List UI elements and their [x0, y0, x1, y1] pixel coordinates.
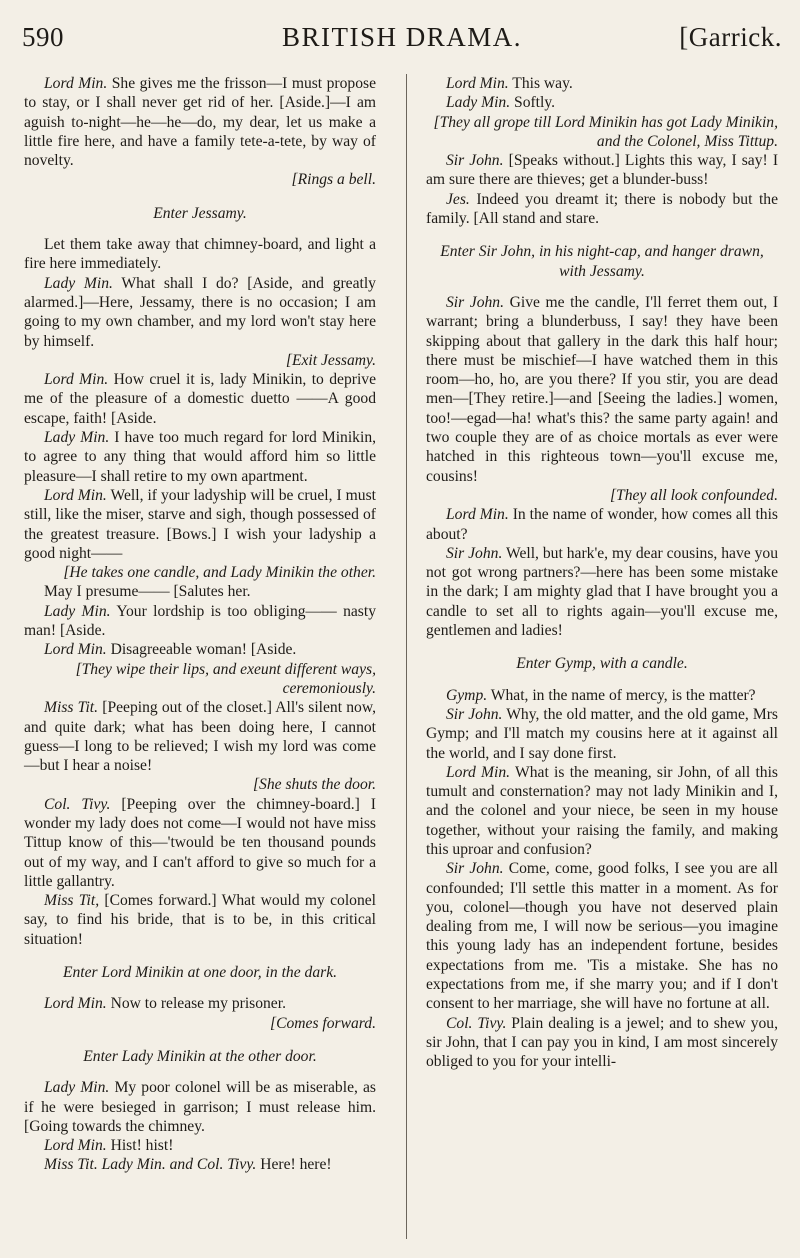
speaker-name: Gymp.: [446, 686, 488, 704]
dialogue-paragraph: [426, 190, 778, 229]
speech-text: She gives me the frisson—I must propose to stay, or I shall never get rid of her. [Aside.]—I am aguish to-night—he—he—do, my dear, let us make a little fire here, and have a family tete-a-tete, by way of novelty.: [24, 75, 376, 170]
page-number: 590: [22, 22, 64, 52]
dialogue-paragraph: [24, 370, 376, 428]
speech-text: Come, come, good folks, I see you are all confounded; I'll settle this matter in a moment. As for you, colonel—though you have not deserved plain dealing from me, I will now be serious—you imagine this young lady has an independent fortune, besides expectations from me. 'Tis a mistake. She has no expectations from me, if she marry you; and if I don't consent to her marriage, she will have no fortune at all.: [426, 860, 778, 1013]
speaker-name: Sir John.: [446, 705, 503, 723]
speaker-name: Lord Min.: [44, 486, 107, 504]
speech-text: Now to release my prisoner.: [110, 995, 286, 1013]
speech-text: Plain dealing is a jewel; and to shew you, sir John, that I can pay you in kind, I am most sincerely obliged to you for your intelli-: [426, 1014, 778, 1071]
speech-text: My poor colonel will be as miserable, as if he were besieged in garrison; I must release him. [Going towards the chimney.: [24, 1079, 377, 1135]
stage-direction: [They all grope till Lord Minikin has got Lady Minikin, and the Colonel, Miss Tittup.: [433, 113, 778, 150]
speaker-name: Col. Tivy.: [44, 795, 111, 813]
speaker-name: Lady Min.: [44, 429, 110, 447]
speaker-name: Lord Min.: [44, 371, 109, 389]
stage-direction: [Comes forward.: [270, 1014, 376, 1032]
speech-text: What shall I do? [Aside, and greatly alarmed.]—Here, Jessamy, there is no occasion; I am going to my own chamber, and my lord won't stay here by himself.: [24, 274, 376, 350]
speech-text: I have too much regard for lord Minikin, to agree to any thing that would afford him so little pleasure—I shall retire to my own apartment.: [24, 429, 377, 485]
speech-text: Well, but hark'e, my dear cousins, have you not got wrong partners?—here has been some mistake in the dark; I am mighty glad that I have brought you a candle to set all to rights again—you'll excuse me, gentlemen and ladies!: [426, 544, 778, 640]
speech-text: Here! here!: [260, 1156, 332, 1174]
speech-text: [Peeping out of the closet.] All's silent now, and quite dark; what has been doing here, I cannot guess—I long to be relieved; I wish my lord was come—but I hear a noise!: [24, 699, 376, 775]
speaker-name: Sir John.: [446, 860, 504, 878]
dialogue-paragraph: [426, 544, 778, 640]
speaker-name: Lord Min.: [446, 75, 509, 92]
running-title: BRITISH DRAMA.: [281, 22, 523, 52]
speaker-name: Lord Min.: [446, 506, 509, 524]
speaker-name: Lord Min.: [44, 1137, 107, 1155]
dialogue-paragraph: [426, 686, 778, 705]
dialogue-paragraph: [426, 705, 778, 763]
dialogue-paragraph: [24, 428, 376, 486]
left-text-column: [24, 74, 376, 1175]
dialogue-paragraph: [24, 795, 376, 891]
speech-text: Indeed you dreamt it; there is nobody but the family. [All stand and stare.: [426, 190, 778, 228]
dialogue-paragraph: [426, 93, 778, 112]
dialogue-paragraph: [24, 994, 376, 1013]
dialogue-paragraph: [24, 74, 376, 170]
speech-text: What is the meaning, sir John, of all this tumult and consternation? may not lady Minikin and I, and the colonel and your niece, be seen in my house together, without your raising the family, and making this uproar and confusion?: [426, 763, 779, 858]
stage-direction: [She shuts the door.: [252, 776, 376, 794]
speaker-name: Lady Min.: [44, 1079, 110, 1097]
dialogue-paragraph: [24, 640, 376, 659]
speaker-name: Miss Tit.: [44, 699, 99, 717]
speech-text: [Peeping over the chimney-board.] I wonder my lady does not come—I would not have miss Tittup know of this—'twould be ten thousand pounds out of my way, and I can't afford to give so much for a little gallantry.: [24, 795, 376, 890]
stage-entry: Enter Lady Minikin at the other door.: [83, 1047, 317, 1065]
speaker-name: Lord Min.: [44, 75, 108, 92]
speech-text: In the name of wonder, how comes all this about?: [426, 506, 779, 543]
speech-text: May I presume—— [Salutes her.: [44, 583, 251, 601]
dialogue-paragraph: [24, 602, 376, 641]
speaker-name: Lady Min.: [446, 94, 511, 112]
dialogue-paragraph: [426, 293, 778, 486]
dialogue-paragraph: [426, 151, 778, 190]
speaker-name: Jes.: [446, 190, 470, 208]
dialogue-paragraph: [426, 74, 778, 93]
speech-text: Hist! hist!: [110, 1137, 174, 1155]
running-header: [22, 22, 782, 56]
dialogue-paragraph: [24, 1136, 376, 1155]
speaker-name: Lord Min.: [44, 995, 107, 1013]
stage-direction: [Exit Jessamy.: [285, 351, 376, 369]
dialogue-paragraph: [24, 235, 376, 274]
stage-direction: [He takes one candle, and Lady Minikin the other.: [63, 564, 376, 582]
speech-text: Give me the candle, I'll ferret them out, I warrant; bring a blunderbuss, I say! they have been skipping about that gallery in the dark this half hour; there must be mischief—I have watched them in this room—ho, ho, are you there? If you stir, you are dead men—[They retire.]—and [Seeing the ladies.] women, too!—egad—ha! what's this? the same party again! and two couple they are of as choice mortals as ever were hatched in this righteous town—you'll excuse me, cousins!: [426, 293, 779, 485]
speaker-name: Col. Tivy.: [446, 1014, 507, 1032]
speech-text: Well, if your ladyship will be cruel, I must still, like the miser, starve and sigh, though possessed of the greatest treasure. [Bows.] I wish your ladyship a good night——: [24, 486, 377, 562]
dialogue-paragraph: [24, 1155, 376, 1174]
speaker-name: Lady Min.: [44, 274, 113, 292]
speaker-name: Miss Tit. Lady Min. and Col. Tivy.: [44, 1156, 257, 1174]
dialogue-paragraph: [426, 763, 778, 859]
stage-direction: [They all look confounded.: [609, 486, 778, 504]
speech-text: Disagreeable woman! [Aside.: [110, 641, 297, 659]
dialogue-paragraph: [426, 859, 778, 1013]
dialogue-paragraph: [24, 582, 376, 601]
speaker-name: Sir John.: [446, 544, 503, 562]
speech-text: Softly.: [514, 94, 556, 112]
speaker-name: Lord Min.: [44, 641, 107, 659]
speech-text: How cruel it is, lady Minikin, to deprive me of the pleasure of a domestic duetto ——A good escape, faith! [Aside.: [24, 371, 377, 427]
speech-text: Why, the old matter, and the old game, Mrs Gymp; and I'll match my cousins here at it against all the world, and I say done first.: [426, 705, 778, 762]
dialogue-paragraph: [426, 1014, 778, 1072]
dialogue-paragraph: [24, 274, 376, 351]
stage-entry: Enter Sir John, in his night-cap, and hanger drawn, with Jessamy.: [440, 243, 764, 280]
dialogue-paragraph: [24, 1078, 376, 1136]
speaker-name: Sir John.: [446, 293, 505, 311]
column-divider: [406, 74, 407, 1239]
speaker-name: Miss Tit,: [44, 892, 100, 910]
dialogue-paragraph: [24, 698, 376, 775]
speech-text: Let them take away that chimney-board, and light a fire here immediately.: [24, 236, 376, 273]
speech-text: This way.: [512, 75, 573, 92]
speech-text: What, in the name of mercy, is the matter?: [490, 686, 756, 704]
author-name: [Garrick.: [679, 22, 782, 52]
stage-direction: [Rings a bell.: [291, 171, 376, 189]
speech-text: [Comes forward.] What would my colonel say, to find his bride, that is to be, in this critical situation!: [24, 892, 376, 948]
stage-direction: [They wipe their lips, and exeunt different ways, ceremoniously.: [75, 660, 376, 697]
dialogue-paragraph: [24, 891, 376, 949]
speech-text: Your lordship is too obliging—— nasty man! [Aside.: [24, 602, 376, 640]
speaker-name: Lord Min.: [446, 763, 511, 781]
dialogue-paragraph: [24, 486, 376, 563]
speech-text: [Speaks without.] Lights this way, I say! I am sure there are thieves; get a blunder-buss!: [426, 152, 779, 189]
right-text-column: [426, 74, 778, 1072]
dialogue-paragraph: [426, 505, 778, 544]
speaker-name: Lady Min.: [44, 602, 111, 620]
stage-entry: Enter Gymp, with a candle.: [516, 655, 688, 673]
speaker-name: Sir John.: [446, 152, 504, 170]
stage-entry: Enter Lord Minikin at one door, in the dark.: [62, 964, 338, 982]
stage-entry: Enter Jessamy.: [153, 204, 247, 222]
